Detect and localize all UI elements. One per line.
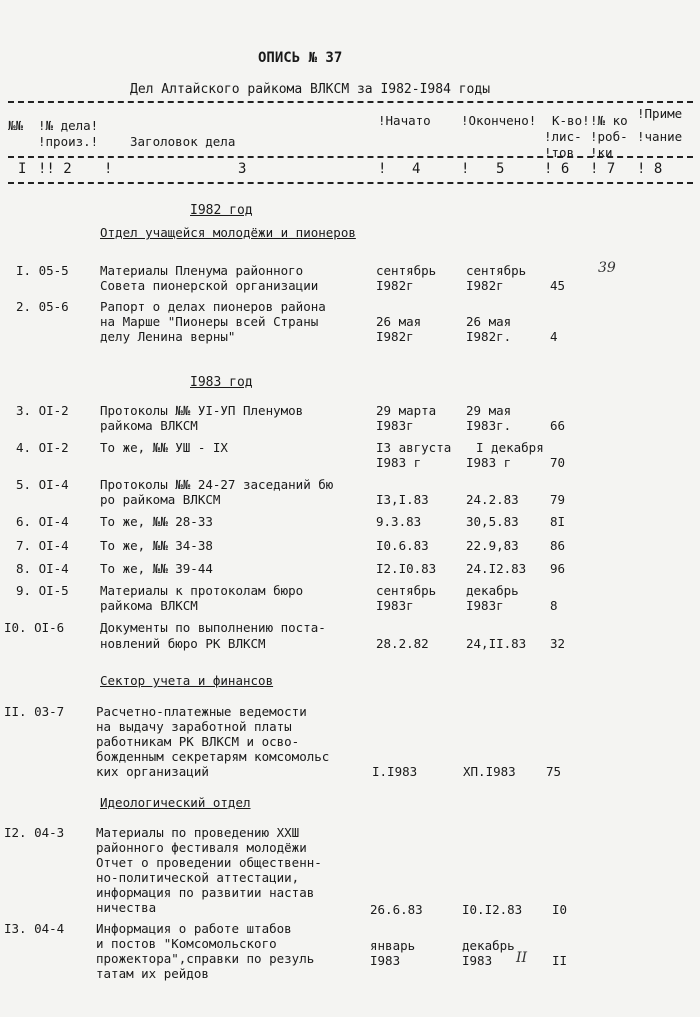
row-3-title-1: Протоколы №№ УI-УП Пленумов [100, 403, 304, 418]
header-num-sep3: ! [461, 161, 470, 177]
header-col-note: !Приме [637, 106, 683, 121]
row-8-end: 24.I2.83 [466, 561, 527, 576]
header-num-sep: ! [104, 161, 113, 177]
header-num-3: 3 [238, 161, 247, 177]
row-12-end: I0.I2.83 [462, 902, 523, 917]
row-9-title-1: Материалы к протоколам бюро [100, 583, 304, 598]
header-num-sep2: ! [378, 161, 387, 177]
row-13-end-1: декабрь [462, 938, 515, 953]
row-2-end-2: I982г. [466, 329, 512, 344]
header-num-1: I [18, 161, 27, 177]
row-9-count: 8 [550, 598, 558, 613]
header-col-sheets: К-во! [552, 113, 590, 128]
row-4-start-2: I983 г [376, 455, 422, 470]
header-col-start: !Начато [378, 113, 431, 128]
row-12-title-3: Отчет о проведении общественн- [96, 855, 322, 870]
row-3-title-2: райкома ВЛКСМ [100, 418, 198, 433]
row-4-title-1: То же, №№ УШ - IX [100, 440, 228, 455]
header-num-7: ! 7 [590, 161, 616, 177]
row-1-number: I. 05-5 [16, 263, 69, 278]
row-11-count: 75 [546, 764, 562, 779]
section-year-1983: I983 год [190, 375, 253, 390]
row-10-end: 24,II.83 [466, 636, 527, 651]
row-7-end: 22.9,83 [466, 538, 519, 553]
header-col-sheets-sub1: !лис- [544, 129, 582, 144]
header-col-note-sub: !чание [637, 129, 683, 144]
row-12-title-1: Материалы по проведению XXШ [96, 825, 300, 840]
section-dept-ideology: Идеологический отдел [100, 795, 251, 810]
row-6-count: 8I [550, 514, 566, 529]
row-5-count: 79 [550, 492, 566, 507]
row-9-end-1: декабрь [466, 583, 519, 598]
row-7-title-1: То же, №№ 34-38 [100, 538, 213, 553]
header-bottom-rule [8, 182, 693, 184]
row-12-title-5: информация по развитии настав [96, 885, 315, 900]
row-10-title-1: Документы по выполнению поста- [100, 620, 326, 635]
row-5-start: I3,I.83 [376, 492, 429, 507]
header-num-6: ! 6 [544, 161, 570, 177]
row-3-end-2: I983г. [466, 418, 512, 433]
page-title: ОПИСЬ № 37 [258, 50, 343, 66]
row-13-start-1: январь [370, 938, 416, 953]
header-num-8: ! 8 [637, 161, 663, 177]
row-4-number: 4. OI-2 [16, 440, 69, 455]
row-9-end-2: I983г [466, 598, 504, 613]
row-11-title-5: ких организаций [96, 764, 209, 779]
page-subtitle: Дел Алтайского райкома ВЛКСМ за I982-I984 годы [130, 82, 491, 97]
row-13-title-2: и постов "Комсомольского [96, 936, 277, 951]
row-11-title-4: божденным секретарям комсомольс [96, 749, 330, 764]
header-col-title: Заголовок дела [130, 134, 236, 149]
row-1-title-2: Совета пионерской организации [100, 278, 319, 293]
row-2-title-1: Рапорт о делах пионеров района [100, 299, 326, 314]
row-2-end-1: 26 мая [466, 314, 512, 329]
header-col-case-number: !№ дела! [38, 118, 99, 133]
row-6-title-1: То же, №№ 28-33 [100, 514, 213, 529]
row-12-start: 26.6.83 [370, 902, 423, 917]
row-4-count: 70 [550, 455, 566, 470]
row-4-start-1: I3 августа [376, 440, 452, 455]
row-9-title-2: райкома ВЛКСМ [100, 598, 198, 613]
row-6-end: 30,5.83 [466, 514, 519, 529]
row-11-start: I.I983 [372, 764, 418, 779]
row-10-number: I0. OI-6 [4, 620, 65, 635]
row-2-number: 2. 05-6 [16, 299, 69, 314]
row-2-title-2: на Марше "Пионеры всей Страны [100, 314, 319, 329]
header-col-case-number-sub: !произ.! [38, 134, 99, 149]
row-13-count: II [552, 953, 568, 968]
row-13-number: I3. 04-4 [4, 921, 65, 936]
row-10-title-2: новлений бюро РК ВЛКСМ [100, 636, 266, 651]
row-12-title-6: ничества [96, 900, 157, 915]
row-6-start: 9.3.83 [376, 514, 422, 529]
row-1-title-1: Материалы Пленума районного [100, 263, 304, 278]
row-12-title-2: районного фестиваля молодёжи [96, 840, 307, 855]
row-1-end-2: I982г [466, 278, 504, 293]
row-4-end-1: I декабря [476, 440, 544, 455]
row-9-start-2: I983г [376, 598, 414, 613]
header-col-box-sub1: !роб- [590, 129, 628, 144]
row-13-title-4: татам их рейдов [96, 966, 209, 981]
row-13-start-2: I983 [370, 953, 401, 968]
row-13-title-1: Информация о работе штабов [96, 921, 292, 936]
row-13-handwritten-count: II [516, 950, 528, 966]
section-year-1982: I982 год [190, 203, 253, 218]
row-8-number: 8. OI-4 [16, 561, 69, 576]
row-11-title-2: на выдачу заработной платы [96, 719, 292, 734]
row-5-number: 5. OI-4 [16, 477, 69, 492]
row-5-end: 24.2.83 [466, 492, 519, 507]
header-num-2: !! 2 [38, 161, 72, 177]
row-3-count: 66 [550, 418, 566, 433]
header-col-number: №№ [8, 118, 24, 133]
row-8-start: I2.I0.83 [376, 561, 437, 576]
row-10-count: 32 [550, 636, 566, 651]
row-2-start-1: 26 мая [376, 314, 422, 329]
section-dept-finance: Сектор учета и финансов [100, 673, 274, 688]
row-2-start-2: I982г [376, 329, 414, 344]
row-10-start: 28.2.82 [376, 636, 429, 651]
row-12-title-4: но-политической аттестации, [96, 870, 300, 885]
row-1-end-1: сентябрь [466, 263, 527, 278]
row-7-start: I0.6.83 [376, 538, 429, 553]
header-col-end: !Окончено! [461, 113, 537, 128]
row-9-start-1: сентябрь [376, 583, 437, 598]
row-8-count: 96 [550, 561, 566, 576]
header-num-5: 5 [496, 161, 505, 177]
row-8-title-1: То же, №№ 39-44 [100, 561, 213, 576]
row-5-title-1: Протоколы №№ 24-27 заседаний бю [100, 477, 334, 492]
row-6-number: 6. OI-4 [16, 514, 69, 529]
row-11-title-3: работникам РК ВЛКСМ и осво- [96, 734, 300, 749]
row-3-start-1: 29 марта [376, 403, 437, 418]
row-7-count: 86 [550, 538, 566, 553]
row-11-end: XП.I983 [463, 764, 516, 779]
row-11-number: II. 03-7 [4, 704, 65, 719]
row-1-start-1: сентябрь [376, 263, 437, 278]
row-1-count: 45 [550, 278, 566, 293]
row-12-count: I0 [552, 902, 568, 917]
row-2-count: 4 [550, 329, 558, 344]
header-num-4: 4 [412, 161, 421, 177]
header-col-box: !№ ко [590, 113, 628, 128]
row-13-title-3: прожектора",справки по резуль [96, 951, 315, 966]
row-11-title-1: Расчетно-платежные ведемости [96, 704, 307, 719]
row-3-end-1: 29 мая [466, 403, 512, 418]
row-12-number: I2. 04-3 [4, 825, 65, 840]
row-13-end-2: I983 [462, 953, 493, 968]
row-9-number: 9. OI-5 [16, 583, 69, 598]
header-col-box-sub2: !ки [590, 145, 613, 160]
row-2-title-3: делу Ленина верны" [100, 329, 236, 344]
row-3-number: 3. OI-2 [16, 403, 69, 418]
section-dept-youth: Отдел учащейся молодёжи и пионеров [100, 225, 356, 240]
row-1-start-2: I982г [376, 278, 414, 293]
row-1-handwritten-note: 39 [598, 260, 616, 276]
row-4-end-2: I983 г [466, 455, 512, 470]
row-7-number: 7. OI-4 [16, 538, 69, 553]
row-5-title-2: ро райкома ВЛКСМ [100, 492, 221, 507]
header-top-rule [8, 101, 693, 103]
row-3-start-2: I983г [376, 418, 414, 433]
header-col-sheets-sub2: !тов [544, 145, 575, 160]
